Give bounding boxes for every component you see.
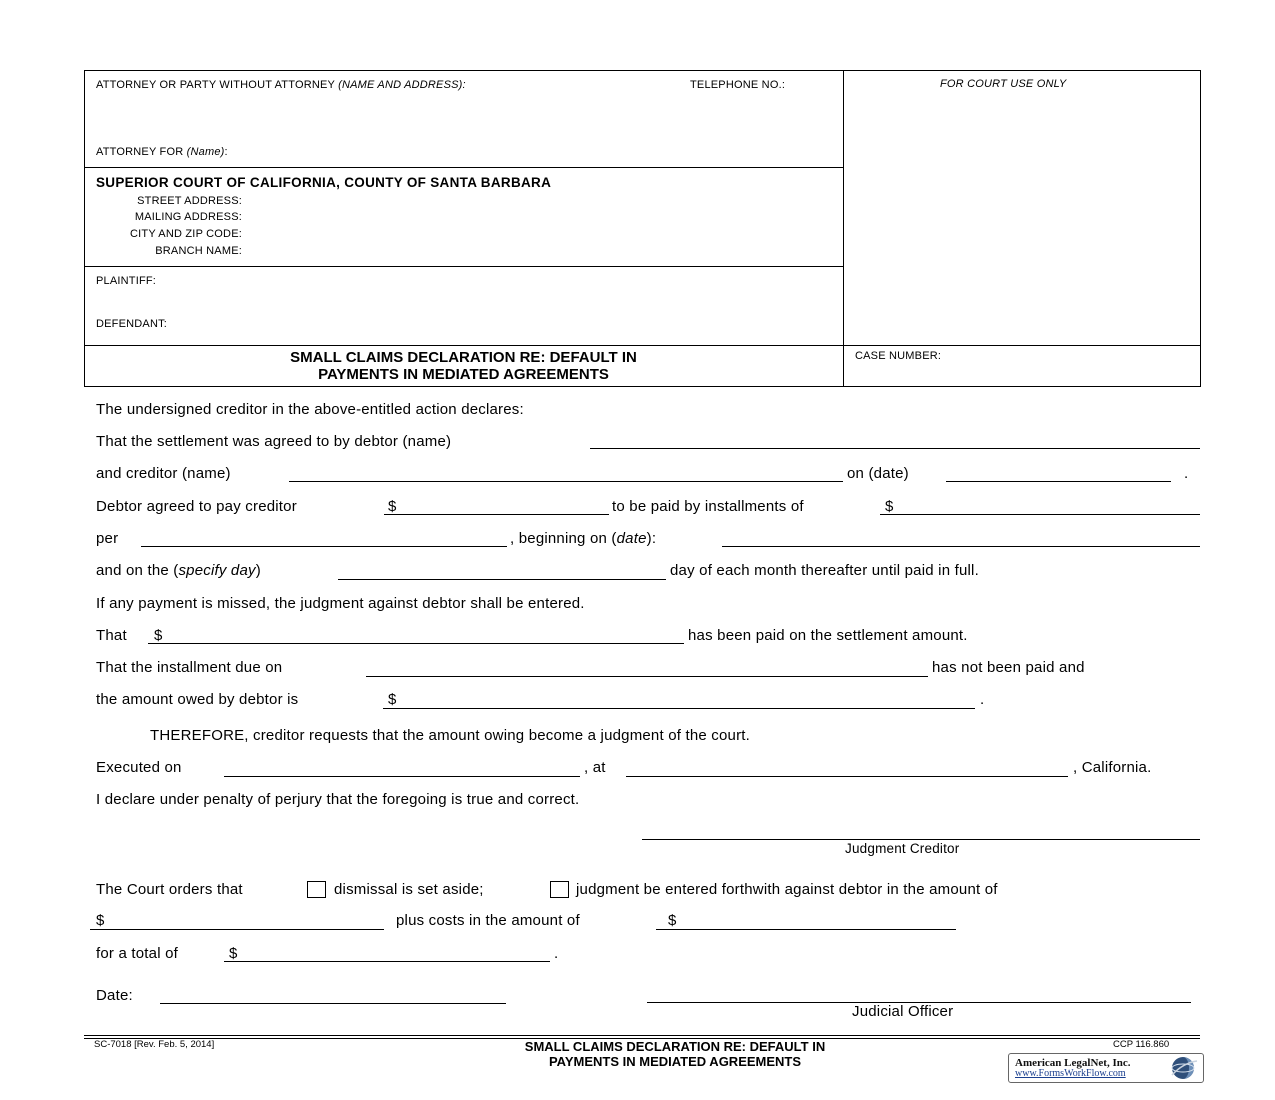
specify-day-field[interactable]	[338, 579, 666, 580]
case-number-label: CASE NUMBER:	[855, 350, 942, 362]
therefore-text: THEREFORE, creditor requests that the amount owing become a judgment of the court.	[150, 727, 751, 744]
costs-amount-field[interactable]	[656, 929, 956, 930]
not-paid-text: has not been paid and	[932, 659, 1085, 676]
order-date-field[interactable]	[160, 1003, 506, 1004]
mailing-address-label: MAILING ADDRESS:	[134, 211, 242, 223]
period: .	[1184, 465, 1189, 482]
court-orders-label: The Court orders that	[96, 881, 243, 898]
footer-title: SMALL CLAIMS DECLARATION RE: DEFAULT IN PAYMENTS IN MEDIATED AGREEMENTS	[524, 1039, 826, 1069]
installment-amount-field[interactable]	[880, 514, 1200, 515]
amount-owed-field[interactable]	[383, 708, 975, 709]
installments-label: to be paid by installments of	[612, 498, 804, 515]
beginning-on-label: , beginning on (date):	[510, 530, 657, 547]
plaintiff-label: PLAINTIFF:	[96, 275, 157, 287]
date-label: Date:	[96, 987, 133, 1004]
california-label: , California.	[1073, 759, 1152, 776]
at-label: , at	[584, 759, 606, 776]
executed-on-label: Executed on	[96, 759, 182, 776]
dollar-sign: $	[154, 627, 163, 644]
creditor-name-label: and creditor (name)	[96, 465, 231, 482]
total-amount-field[interactable]	[384, 514, 609, 515]
defendant-label: DEFENDANT:	[96, 318, 168, 330]
dollar-sign: $	[388, 691, 397, 708]
perjury-declaration: I declare under penalty of perjury that the foregoing is true and correct.	[96, 791, 580, 808]
that-label: That	[96, 627, 127, 644]
street-address-label: STREET ADDRESS:	[137, 195, 242, 207]
total-amount-order-field[interactable]	[224, 961, 550, 962]
ccp-reference: CCP 116.860	[1113, 1039, 1170, 1050]
court-use-label: FOR COURT USE ONLY	[940, 78, 1067, 90]
judgment-entered-label: judgment be entered forthwith against debtor in the amount of	[576, 881, 998, 898]
dollar-sign: $	[668, 912, 677, 929]
judicial-officer-label: Judicial Officer	[852, 1003, 954, 1020]
dismissal-label: dismissal is set aside;	[334, 881, 484, 898]
court-name: SUPERIOR COURT OF CALIFORNIA, COUNTY OF SANTA BARBARA	[96, 175, 552, 190]
caption-divider	[84, 345, 1200, 346]
caption-divider-vertical	[843, 70, 844, 386]
attorney-for-label: ATTORNEY FOR (Name):	[96, 146, 228, 158]
total-label: for a total of	[96, 945, 179, 962]
telephone-label: TELEPHONE NO.:	[690, 79, 786, 91]
dollar-sign: $	[96, 912, 105, 929]
installment-due-date-field[interactable]	[366, 676, 928, 677]
executed-date-field[interactable]	[224, 776, 580, 777]
caption-divider	[84, 167, 843, 168]
beginning-date-field[interactable]	[722, 546, 1200, 547]
dismissal-set-aside-checkbox[interactable]	[307, 881, 326, 898]
creditor-name-field[interactable]	[289, 481, 843, 482]
settlement-debtor-label: That the settlement was agreed to by debtor (name)	[96, 433, 452, 450]
footer-rule	[84, 1035, 1200, 1036]
intro-text: The undersigned creditor in the above-entitled action declares:	[96, 401, 524, 418]
plus-costs-label: plus costs in the amount of	[396, 912, 580, 929]
per-period-field[interactable]	[141, 546, 507, 547]
judgment-amount-field[interactable]	[90, 929, 384, 930]
executed-place-field[interactable]	[626, 776, 1068, 777]
attorney-label: ATTORNEY OR PARTY WITHOUT ATTORNEY (NAME AND ADDRESS):	[96, 79, 466, 91]
period: .	[980, 691, 985, 708]
city-zip-label: CITY AND ZIP CODE:	[130, 228, 242, 240]
caption-box	[84, 70, 1201, 387]
judgment-creditor-label: Judgment Creditor	[845, 841, 960, 856]
form-id: SC-7018 [Rev. Feb. 5, 2014]	[94, 1039, 215, 1050]
debtor-agreed-label: Debtor agreed to pay creditor	[96, 498, 297, 515]
amount-owed-label: the amount owed by debtor is	[96, 691, 299, 708]
brand-url: www.FormsWorkFlow.com	[1015, 1068, 1126, 1079]
paid-amount-field[interactable]	[148, 643, 684, 644]
branch-name-label: BRANCH NAME:	[155, 245, 242, 257]
specify-day-label: and on the (specify day)	[96, 562, 261, 579]
dollar-sign: $	[388, 498, 397, 515]
globe-icon	[1167, 1055, 1199, 1081]
installment-due-label: That the installment due on	[96, 659, 283, 676]
settlement-date-field[interactable]	[946, 481, 1171, 482]
missed-payment-text: If any payment is missed, the judgment against debtor shall be entered.	[96, 595, 585, 612]
judgment-entered-checkbox[interactable]	[550, 881, 569, 898]
caption-divider	[84, 266, 843, 267]
per-label: per	[96, 530, 119, 547]
has-been-paid-text: has been paid on the settlement amount.	[688, 627, 968, 644]
brand-name: American LegalNet, Inc.	[1015, 1057, 1131, 1069]
debtor-name-field[interactable]	[590, 448, 1200, 449]
form-title: SMALL CLAIMS DECLARATION RE: DEFAULT IN PAYMENTS IN MEDIATED AGREEMENTS	[290, 349, 637, 383]
day-of-each-month-text: day of each month thereafter until paid in full.	[670, 562, 979, 579]
on-date-label: on (date)	[847, 465, 909, 482]
american-legalnet-logo[interactable]	[1008, 1053, 1204, 1083]
dollar-sign: $	[885, 498, 894, 515]
period: .	[554, 945, 559, 962]
creditor-signature-field[interactable]	[642, 839, 1200, 840]
dollar-sign: $	[229, 945, 238, 962]
